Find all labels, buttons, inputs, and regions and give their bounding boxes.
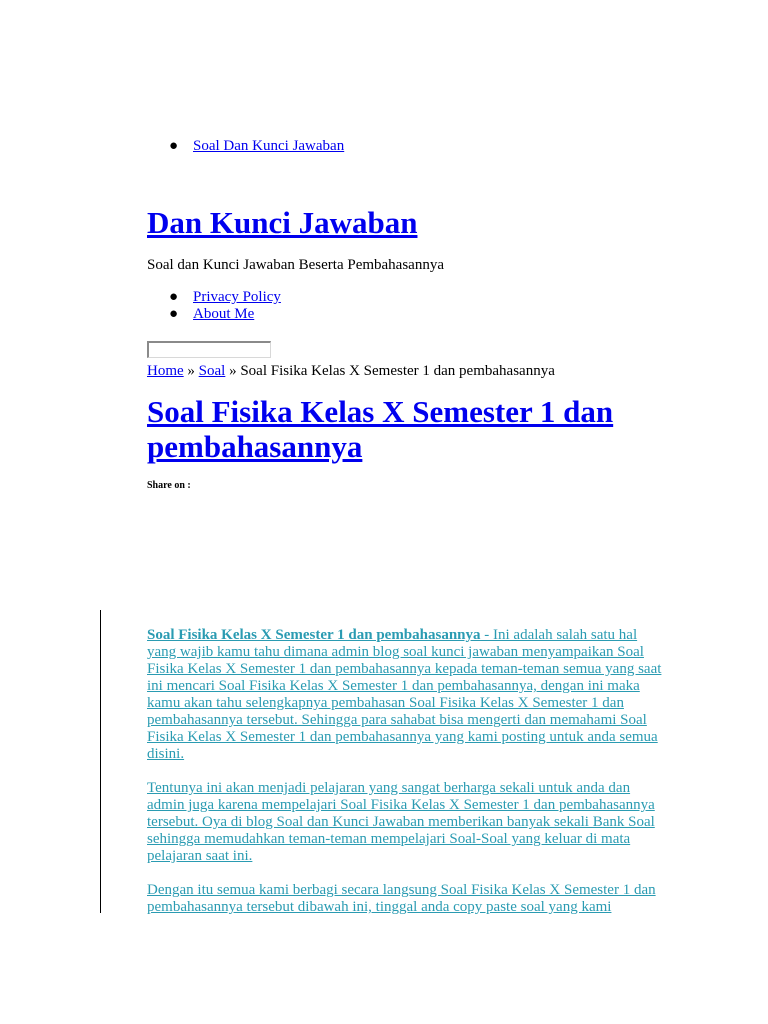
top-menu-link[interactable]: Soal Dan Kunci Jawaban bbox=[193, 138, 345, 154]
pages-menu bbox=[147, 289, 281, 323]
article-paragraph bbox=[147, 627, 667, 763]
bullet-icon: ● bbox=[169, 306, 179, 322]
breadcrumb-current: Soal Fisika Kelas X Semester 1 dan pembahasannya bbox=[240, 363, 555, 379]
article-paragraph: Dengan itu semua kami berbagi secara langsung Soal Fisika Kelas X Semester 1 dan pembahasannya tersebut dibawah ini, tinggal anda copy paste soal yang kami bbox=[147, 882, 656, 915]
breadcrumb-home-link[interactable]: Home bbox=[147, 363, 184, 379]
about-me-link[interactable]: About Me bbox=[193, 306, 255, 322]
breadcrumb-separator: » bbox=[225, 363, 241, 379]
site-description: Soal dan Kunci Jawaban Beserta Pembahasannya bbox=[147, 257, 444, 273]
site-title-link[interactable]: Dan Kunci Jawaban bbox=[147, 205, 418, 240]
article-lead: Soal Fisika Kelas X Semester 1 dan pembahasannya bbox=[147, 627, 481, 643]
top-menu-item[interactable] bbox=[147, 138, 344, 155]
site-title bbox=[147, 203, 417, 243]
article-text: - Ini adalah salah satu hal yang wajib kamu tahu dimana admin blog soal kunci jawaban menyampaikan Soal Fisika Kelas X Semester 1 dan pembahasannya kepada teman-teman semua yang saat ini mencari Soal Fisika Kelas X Semester 1 dan pembahasannya, dengan ini maka kamu akan tahu selengkapnya pembahasan Soal Fisika Kelas X Semester 1 dan pembahasannya tersebut. Sehingga para sahabat bisa mengerti dan memahami Soal Fisika Kelas X Semester 1 dan pembahasannya yang kami posting untuk anda semua disini. bbox=[147, 627, 662, 762]
pages-menu-item-privacy[interactable] bbox=[147, 289, 281, 306]
post-title bbox=[147, 394, 667, 464]
top-menu bbox=[147, 138, 344, 155]
pages-menu-item-about[interactable] bbox=[147, 306, 281, 323]
breadcrumb-category-link[interactable]: Soal bbox=[198, 363, 226, 379]
share-label: Share on : bbox=[147, 480, 191, 491]
post-title-link[interactable]: Soal Fisika Kelas X Semester 1 dan pembahasannya bbox=[147, 394, 614, 464]
article-body bbox=[147, 627, 667, 933]
breadcrumb bbox=[147, 362, 555, 380]
bullet-icon: ● bbox=[169, 289, 179, 305]
bullet-icon: ● bbox=[169, 138, 179, 154]
left-divider bbox=[100, 610, 101, 913]
article-paragraph: Tentunya ini akan menjadi pelajaran yang sangat berharga sekali untuk anda dan admin juga karena mempelajari Soal Fisika Kelas X Semester 1 dan pembahasannya tersebut. Oya di blog Soal dan Kunci Jawaban memberikan banyak sekali Bank Soal sehingga memudahkan teman-teman mempelajari Soal-Soal yang keluar di mata pelajaran saat ini. bbox=[147, 780, 655, 864]
privacy-policy-link[interactable]: Privacy Policy bbox=[193, 289, 281, 305]
breadcrumb-separator: » bbox=[183, 363, 199, 379]
search-input[interactable] bbox=[147, 341, 271, 358]
